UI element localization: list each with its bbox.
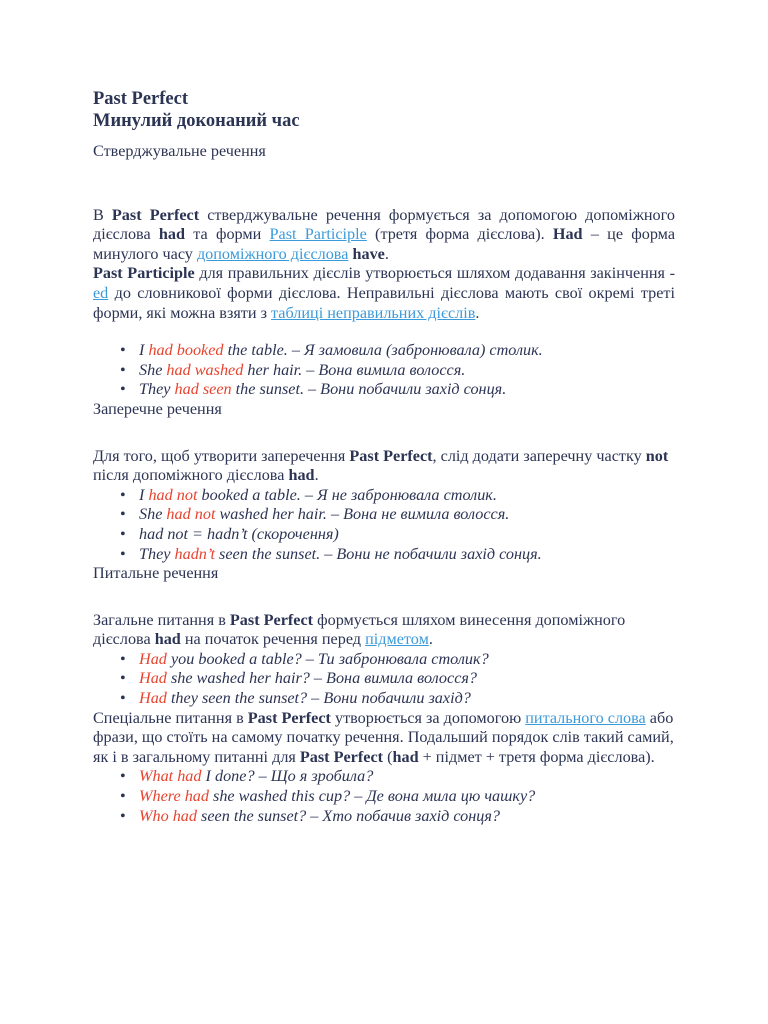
subject-link[interactable]: підметом [365,630,429,649]
list-item: • What had I done? – Що я зробила? [139,767,675,787]
question-examples-list [93,650,675,709]
affirmative-paragraph-1: В Past Perfect стверджувальне речення формується за допомогою допоміжного дієслова had та форми Past Participle (третя форма дієслова). Had – це форма минулого часу допоміжного дієслова have. [93,205,675,263]
question-paragraph-1: Загальне питання в Past Perfect формується шляхом винесення допоміжного дієслова had на початок речення перед підметом. [93,610,626,649]
affirmative-heading: Стверджувальне речення [93,142,266,160]
list-item: • They had seen the sunset. – Вони побачили захід сонця. [139,380,675,400]
page-title: Past Perfect [93,89,189,109]
document-page [93,88,675,826]
question-heading: Питальне речення [93,564,219,583]
list-item: • Had they seen the sunset? – Вони побачили захід? [139,689,675,709]
negative-heading: Заперечне речення [93,399,222,418]
affirmative-examples-list [93,341,675,400]
list-item: • She had not washed her hair. – Вона не вимила волосся. [139,505,675,525]
ed-link[interactable]: ed [93,283,109,302]
list-item: • Where had she washed this cup? – Де вона мила цю чашку? [139,787,675,807]
auxiliary-verb-link[interactable]: допоміжного дієслова [196,244,349,263]
list-item: • Who had seen the sunset? – Хто побачив захід сонця? [139,807,675,827]
irregular-verbs-table-link[interactable]: таблиці неправильних дієслів [271,303,476,322]
special-question-examples-list [93,767,675,826]
list-item: • Had you booked a table? – Ти забронювала столик? [139,650,675,670]
negative-paragraph: Для того, щоб утворити заперечення Past Perfect, слід додати заперечну частку not після допоміжного дієслова had. [93,446,669,485]
list-item: • Had she washed her hair? – Вона вимила волосся? [139,669,675,689]
list-item: • I had booked the table. – Я замовила (забронювала) столик. [139,341,675,361]
page-subtitle: Минулий доконаний час [93,111,300,131]
negative-examples-list [93,486,675,564]
past-participle-link[interactable]: Past Participle [269,225,367,244]
question-paragraph-2: Спеціальне питання в Past Perfect утворюється за допомогою питального слова або фрази, що стоїть на самому початку речення. Подальший порядок слів такий самий, як і в загальному питанні для Past Perfect (had + підмет + третя форма дієслова). [93,708,674,766]
list-item: • had not = hadn’t (скорочення) [139,525,675,545]
affirmative-paragraph-2: Past Participle для правильних дієслів утворюється шляхом додавання закінчення -ed до словникової форми дієслова. Неправильні дієслова мають свої окремі треті форми, які можна взяти з таблиці неправильних дієслів. [93,264,676,322]
list-item: • They hadn’t seen the sunset. – Вони не побачили захід сонця. [139,545,675,565]
question-word-link[interactable]: питального слова [525,708,646,727]
list-item: • I had not booked a table. – Я не забронювала столик. [139,486,675,506]
list-item: • She had washed her hair. – Вона вимила волосся. [139,361,675,381]
